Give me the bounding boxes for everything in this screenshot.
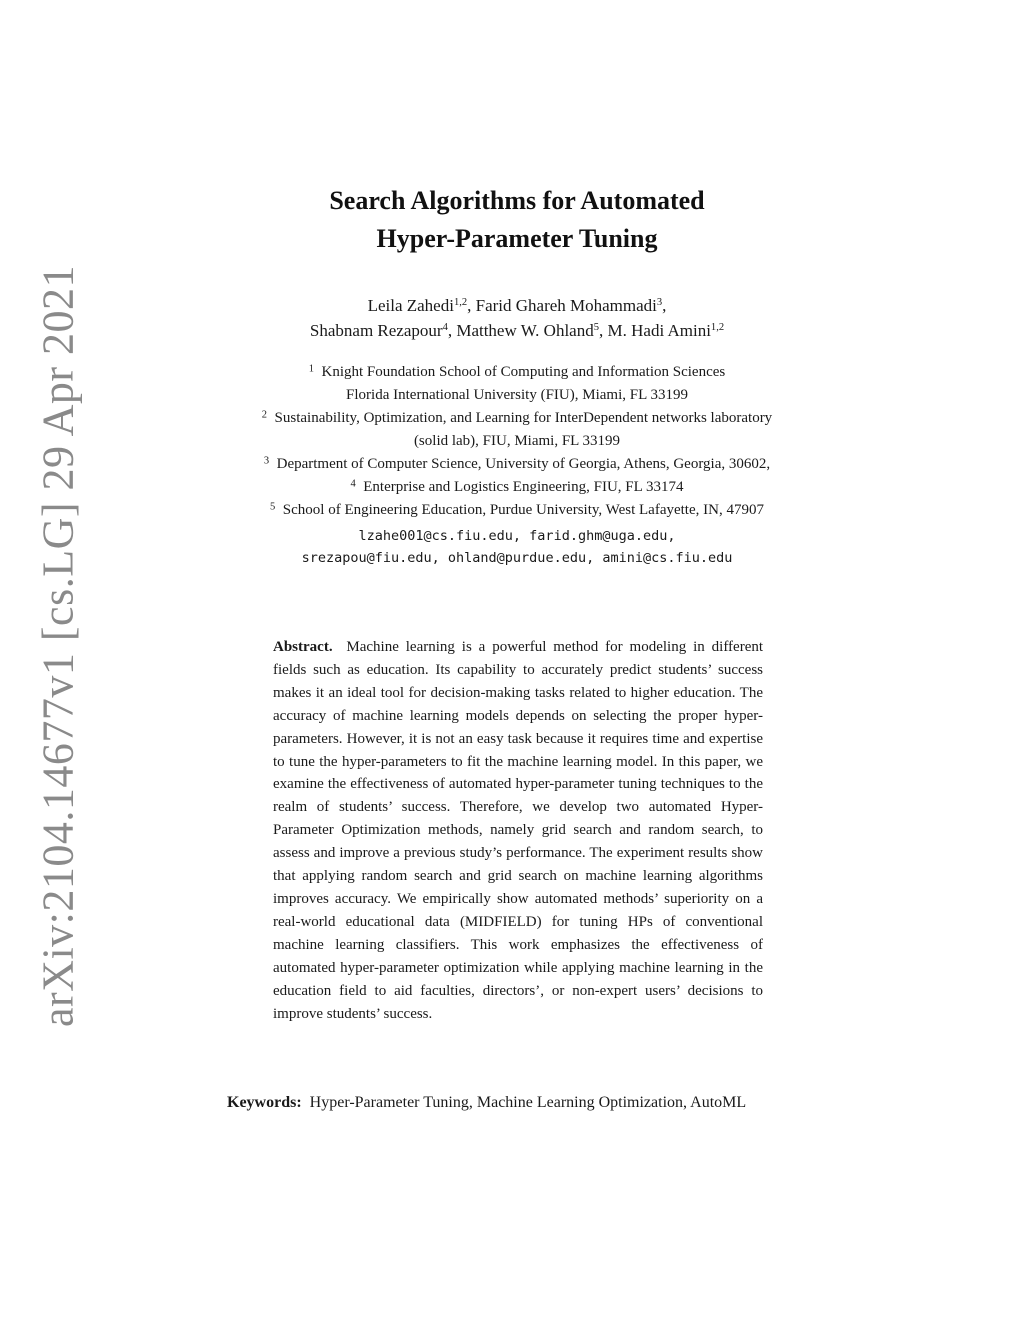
author-name: , Matthew W. Ohland (447, 321, 594, 340)
affiliation-2-line-1 (0, 410, 1024, 427)
abstract (273, 636, 763, 1025)
affiliation-5 (0, 502, 1024, 519)
affiliation-number: 3 (263, 455, 270, 467)
affiliation-number: 2 (261, 409, 268, 421)
affiliation-text: Department of Computer Science, University of Georgia, Athens, Georgia, 30602, (276, 456, 771, 472)
keywords-label: Keywords: (227, 1094, 302, 1111)
affiliation-text: School of Engineering Education, Purdue University, West Lafayette, IN, 47907 (282, 502, 764, 518)
author-name: , Farid Ghareh Mohammadi (467, 296, 657, 315)
paper-title-line-2: Hyper-Parameter Tuning (376, 224, 658, 253)
author-name: Shabnam Rezapour (309, 321, 443, 340)
affiliation-3 (0, 456, 1024, 473)
author-affiliation-mark: 1,2 (710, 322, 725, 334)
email-line-2: srezapou@fiu.edu, ohland@purdue.edu, amini@cs.fiu.edu (301, 550, 733, 566)
arxiv-identifier: arXiv:2104.14677v1 [cs.LG] 29 Apr 2021 (33, 264, 83, 1028)
affiliation-1-line-1 (0, 364, 1024, 381)
author-affiliation-mark: 1,2 (453, 297, 468, 309)
affiliation-text: Sustainability, Optimization, and Learning for InterDependent networks laboratory (274, 410, 773, 426)
affiliation-number: 1 (308, 363, 315, 375)
author-name: Leila Zahedi (367, 296, 454, 315)
affiliation-text: Enterprise and Logistics Engineering, FIU, FL 33174 (363, 479, 684, 495)
affiliation-1-line-2: Florida International University (FIU), Miami, FL 33199 (346, 387, 688, 403)
paper-title-line-1: Search Algorithms for Automated (329, 186, 705, 215)
author-affiliation-mark: 3 (656, 297, 663, 309)
affiliation-text: Knight Foundation School of Computing and Information Sciences (321, 364, 726, 380)
author-line-2 (0, 321, 1024, 341)
author-separator: , (662, 296, 667, 315)
affiliation-number: 4 (350, 478, 356, 490)
email-line-1: lzahe001@cs.fiu.edu, farid.ghm@uga.edu, (358, 528, 676, 544)
affiliation-number: 5 (270, 501, 276, 513)
abstract-text: Machine learning is a powerful method for modeling in different fields such as education. Its capability to accurately predict students’ success makes it an ideal tool for decision-making tasks related to higher education. The accuracy of machine learning models depends on selecting the proper hyper-parameters. However, it is not an easy task because it requires time and expertise to tune the hyper-parameters to fit the machine learning model. In this paper, we examine the effectiveness of automated hyper-parameter tuning techniques to the realm of students’ success. Therefore, we develop two automated Hyper-Parameter Optimization methods, namely grid search and random search, to assess and improve a previous study’s performance. The experiment results show that applying random search and grid search on machine learning algorithms improves accuracy. We empirically show automated methods’ superiority on a real-world educational data (MIDFIELD) for tuning HPs of conventional machine learning classifiers. This work emphasizes the effectiveness of automated hyper-parameter optimization while applying machine learning in the education field to aid faculties, directors’, or non-expert users’ decisions to improve students’ success. (273, 639, 764, 1022)
author-name: , M. Hadi Amini (599, 321, 711, 340)
author-line-1 (0, 296, 1024, 316)
author-affiliation-mark: 5 (593, 322, 599, 334)
author-affiliation-mark: 4 (442, 322, 448, 334)
abstract-label: Abstract. (273, 639, 333, 655)
affiliation-2-line-2: (solid lab), FIU, Miami, FL 33199 (413, 433, 621, 449)
affiliation-4 (0, 479, 1024, 496)
keywords (227, 1094, 746, 1112)
keywords-text: Hyper-Parameter Tuning, Machine Learning Optimization, AutoML (309, 1094, 747, 1111)
